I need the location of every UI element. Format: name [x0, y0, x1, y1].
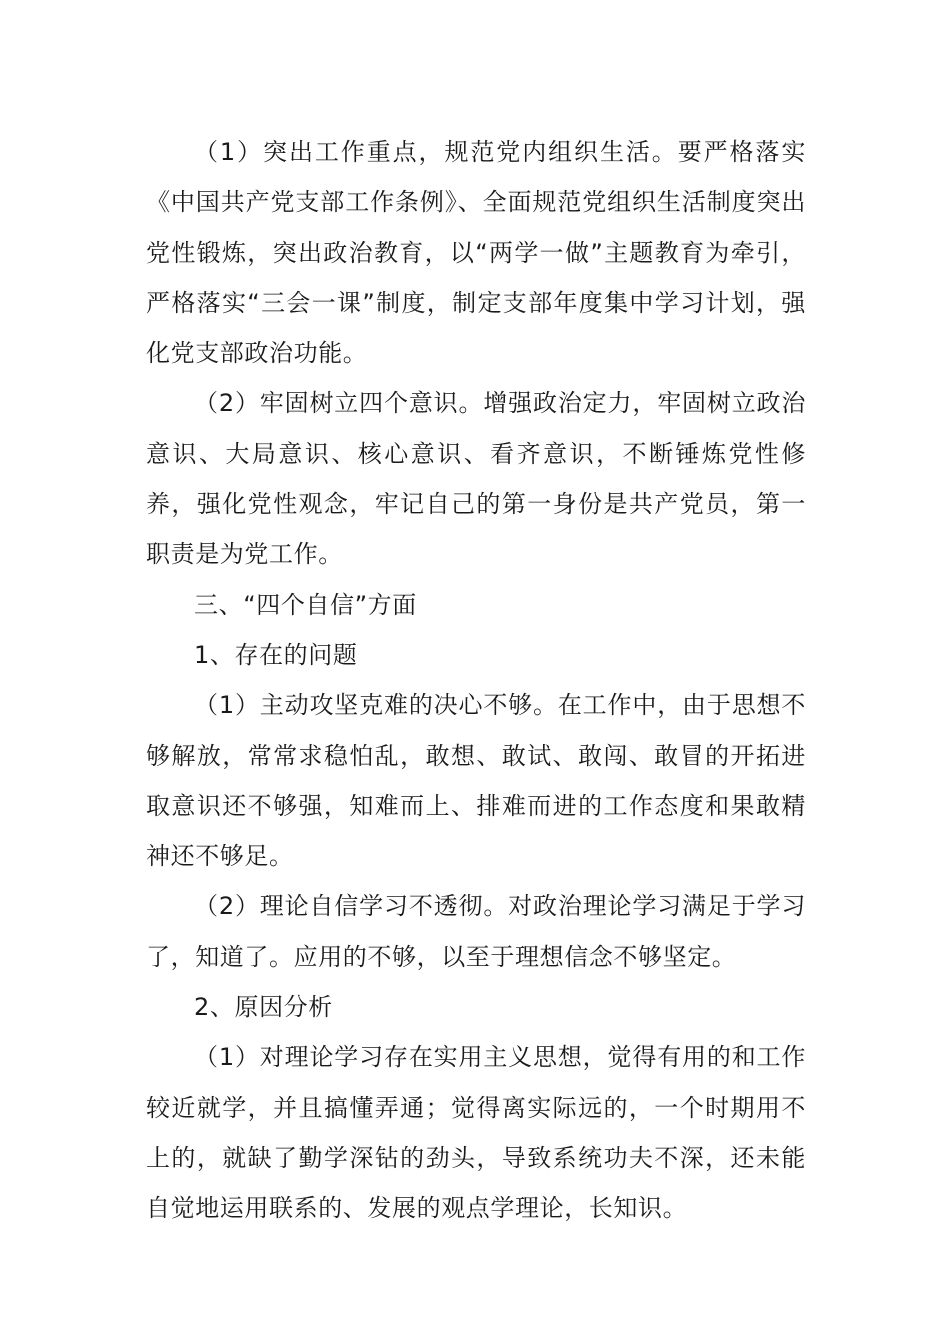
paragraph-four-consciousness: （2）牢固树立四个意识。增强政治定力，牢固树立政治意识、大局意识、核心意识、看齐意识，不断锤炼党性修养，强化党性观念，牢记自己的第一身份是共产党员，第一职责是为党工作。	[146, 389, 806, 569]
paragraph-cause-pragmatism: （1）对理论学习存在实用主义思想，觉得有用的和工作较近就学，并且搞懂弄通；觉得离实际远的，一个时期用不上的，就缺了勤学深钻的劲头，导致系统功夫不深，还未能自觉地运用联系的、发展的观点学理论，长知识。	[146, 1043, 806, 1223]
section-heading-four-confidences: 三、“四个自信”方面	[194, 590, 417, 619]
subheading-cause-analysis: 2、原因分析	[194, 993, 333, 1022]
document-body	[146, 127, 806, 1234]
subheading-existing-problems: 1、存在的问题	[194, 640, 358, 669]
paragraph-problem-theory-confidence: （2）理论自信学习不透彻。对政治理论学习满足于学习了，知道了。应用的不够，以至于理想信念不够坚定。	[146, 892, 806, 971]
paragraph-problem-determination: （1）主动攻坚克难的决心不够。在工作中，由于思想不够解放，常常求稳怕乱，敢想、敢试、敢闯、敢冒的开拓进取意识还不够强，知难而上、排难而进的工作态度和果敢精神还不够足。	[146, 691, 806, 871]
paragraph-standardize-party-life: （1）突出工作重点，规范党内组织生活。要严格落实《中国共产党支部工作条例》、全面规范党组织生活制度突出党性锻炼，突出政治教育，以“两学一做”主题教育为牵引，严格落实“三会一课”制度，制定支部年度集中学习计划，强化党支部政治功能。	[146, 138, 806, 368]
